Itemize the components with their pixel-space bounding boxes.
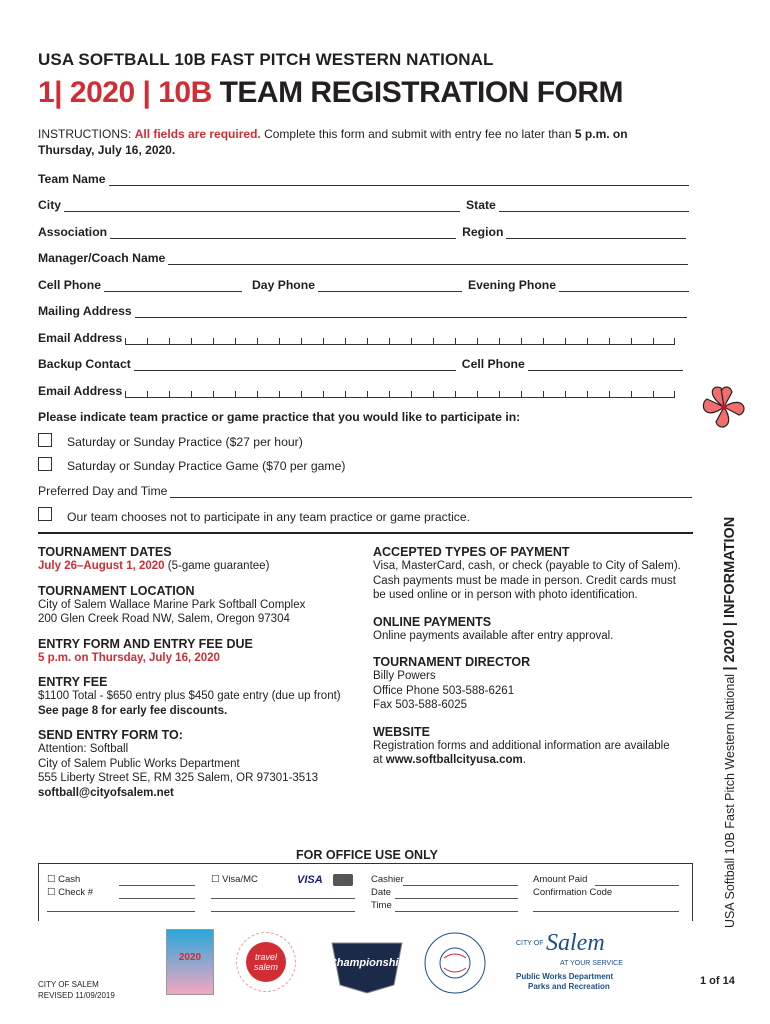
website-heading: WEBSITE	[373, 724, 430, 739]
payment-line-2: Cash payments must be made in person. Credit cards must	[373, 574, 676, 587]
team-name-field[interactable]	[109, 173, 689, 186]
tournament-dates-heading: TOURNAMENT DATES	[38, 545, 172, 559]
practice-prompt-text: Please indicate team practice or game practice that you would like to participate in:	[38, 410, 521, 424]
noha-2020-logo	[166, 929, 214, 995]
director-heading: TOURNAMENT DIRECTOR	[373, 655, 531, 669]
association-row	[38, 223, 686, 239]
backup-contact-label: Backup Contact	[38, 357, 131, 371]
practice-option-label: Saturday or Sunday Practice ($27 per hour)	[67, 435, 303, 449]
page-number: 1 of 14	[700, 975, 735, 987]
softball-city-logo	[422, 930, 488, 996]
association-field[interactable]	[110, 226, 456, 239]
payment-heading: ACCEPTED TYPES OF PAYMENT	[373, 545, 570, 559]
instructions-deadline-time: 5 p.m. on	[574, 127, 628, 141]
office-use-box	[38, 863, 693, 921]
sidebar-vertical-text	[722, 408, 738, 928]
instructions-label: INSTRUCTIONS:	[38, 127, 132, 141]
backup-row	[38, 355, 683, 371]
backup-cell-field[interactable]	[528, 358, 683, 371]
manager-row	[38, 249, 688, 265]
manager-field[interactable]	[168, 252, 688, 265]
office-cashier: Cashier	[371, 874, 404, 885]
association-label: Association	[38, 225, 108, 239]
tournament-dates-note: (5-game guarantee)	[164, 560, 270, 572]
website-line-1: Registration forms and additional information are available	[373, 739, 670, 752]
entry-fee-heading: ENTRY FEE	[38, 675, 108, 689]
entry-fee-line-2: See page 8 for early fee discounts.	[38, 704, 228, 717]
email-address-boxes[interactable]	[125, 333, 675, 345]
office-date: Date	[371, 887, 392, 898]
team-name-row	[38, 170, 689, 186]
website-suffix: .	[522, 754, 526, 766]
backup-contact-field[interactable]	[134, 358, 456, 371]
send-email[interactable]: softball@cityofsalem.net	[38, 786, 174, 799]
office-confirmation: Confirmation Code	[533, 887, 613, 898]
mailing-address-field[interactable]	[135, 305, 687, 318]
director-name: Billy Powers	[373, 670, 436, 682]
instructions-text: Complete this form and submit with entry fee no later than	[260, 127, 575, 141]
day-phone-field[interactable]	[318, 279, 462, 292]
online-payments-line: Online payments available after entry approval.	[373, 629, 614, 642]
send-line-2: City of Salem Public Works Department	[38, 757, 240, 770]
footer-org	[38, 979, 115, 1001]
mailing-row	[38, 302, 687, 318]
preferred-label: Preferred Day and Time	[38, 484, 168, 498]
backup-email-boxes[interactable]	[125, 386, 675, 398]
tournament-location-heading: TOURNAMENT LOCATION	[38, 583, 195, 598]
travel-salem-text: travel salem	[246, 942, 286, 982]
office-use-title: FOR OFFICE USE ONLY	[296, 848, 438, 862]
title-year: 1| 2020 | 10B	[38, 76, 212, 109]
instructions-deadline-date: Thursday, July 16, 2020.	[38, 143, 176, 157]
practice-game-option-label: Saturday or Sunday Practice Game ($70 per game)	[67, 459, 346, 473]
backup-email-label: Email Address	[38, 384, 123, 398]
state-label: State	[466, 198, 496, 212]
send-line-1: Attention: Softball	[38, 743, 129, 755]
state-field[interactable]	[499, 199, 689, 212]
location-line-2: 200 Glen Creek Road NW, Salem, Oregon 97304	[38, 613, 290, 625]
office-visa-mc[interactable]: ☐ Visa/MC	[211, 874, 258, 885]
sidebar-text-1: USA Softball 10B Fast Pitch Western National	[723, 670, 737, 928]
city-label: City	[38, 198, 62, 212]
visa-logo-icon: VISA	[297, 874, 323, 886]
office-check[interactable]: ☐ Check #	[47, 887, 94, 898]
director-phone: Office Phone 503-588-6261	[373, 684, 515, 697]
region-field[interactable]	[506, 226, 686, 239]
championship-text: Championship	[328, 957, 406, 969]
title-text: TEAM REGISTRATION FORM	[211, 76, 624, 109]
send-form-heading: SEND ENTRY FORM TO:	[38, 728, 183, 742]
logo-city-of: CITY OF	[516, 940, 544, 947]
instructions	[38, 126, 698, 158]
region-label: Region	[462, 225, 504, 239]
sidebar-text-2: | 2020 | INFORMATION	[722, 516, 738, 671]
info-left-column	[38, 545, 368, 800]
section-divider	[38, 532, 693, 534]
championship-logo	[322, 935, 412, 995]
office-amount-paid: Amount Paid	[533, 874, 588, 885]
no-practice-checkbox[interactable]	[38, 507, 52, 521]
city-of-salem-logo	[512, 932, 624, 994]
send-line-3: 555 Liberty Street SE, RM 325 Salem, OR 97301-3513	[38, 772, 318, 784]
phones-row	[38, 276, 689, 292]
manager-label: Manager/Coach Name	[38, 251, 166, 265]
logo-salem: Salem	[546, 930, 605, 956]
email-address-label: Email Address	[38, 331, 123, 345]
team-name-label: Team Name	[38, 172, 106, 186]
preferred-row	[38, 482, 692, 498]
cell-phone-field[interactable]	[104, 279, 242, 292]
practice-game-checkbox[interactable]	[38, 457, 52, 471]
mailing-address-label: Mailing Address	[38, 304, 132, 318]
entry-due-heading: ENTRY FORM AND ENTRY FEE DUE	[38, 636, 253, 651]
footer-revised: REVISED 11/09/2019	[38, 991, 115, 1000]
city-row	[38, 196, 689, 212]
form-title	[38, 76, 623, 110]
website-prefix: at	[373, 754, 386, 766]
logo-public-works: Public Works Department	[516, 972, 614, 981]
practice-checkbox[interactable]	[38, 433, 52, 447]
logo-at-your-service: AT YOUR SERVICE	[560, 960, 623, 967]
payment-line-1: Visa, MasterCard, cash, or check (payable to City of Salem).	[373, 560, 681, 572]
backup-cell-label: Cell Phone	[461, 357, 525, 371]
practice-prompt	[38, 408, 520, 424]
office-cash[interactable]: ☐ Cash	[47, 874, 81, 885]
entry-due-value: 5 p.m. on Thursday, July 16, 2020	[38, 651, 220, 664]
mastercard-logo-icon	[333, 874, 353, 886]
email-row	[38, 329, 675, 345]
office-time: Time	[371, 900, 392, 911]
instructions-required: All fields are required.	[134, 127, 261, 141]
director-fax: Fax 503-588-6025	[373, 699, 467, 711]
travel-salem-logo	[236, 932, 296, 992]
form-pretitle: USA SOFTBALL 10B FAST PITCH WESTERN NATIONAL	[38, 50, 494, 69]
info-right-column	[373, 545, 693, 768]
location-line-1: City of Salem Wallace Marine Park Softball Complex	[38, 598, 306, 611]
evening-phone-field[interactable]	[559, 279, 689, 292]
preferred-field[interactable]	[170, 485, 692, 498]
evening-phone-label: Evening Phone	[467, 278, 557, 292]
noha-year: 2020	[178, 952, 202, 963]
city-field[interactable]	[64, 199, 460, 212]
website-link[interactable]: www.softballcityusa.com	[385, 754, 523, 766]
entry-fee-line-1: $1100 Total - $650 entry plus $450 gate entry (due up front)	[38, 690, 341, 702]
footer-org-name: CITY OF SALEM	[38, 980, 99, 989]
day-phone-label: Day Phone	[251, 278, 315, 292]
backup-email-row	[38, 382, 675, 398]
tournament-dates-value: July 26–August 1, 2020	[38, 560, 165, 572]
online-payments-heading: ONLINE PAYMENTS	[373, 614, 492, 629]
no-practice-option-label: Our team chooses not to participate in any team practice or game practice.	[67, 510, 471, 524]
cell-phone-label: Cell Phone	[38, 278, 101, 292]
payment-line-3: be used online or in person with photo identification.	[373, 589, 638, 601]
logo-parks-rec: Parks and Recreation	[528, 982, 610, 991]
